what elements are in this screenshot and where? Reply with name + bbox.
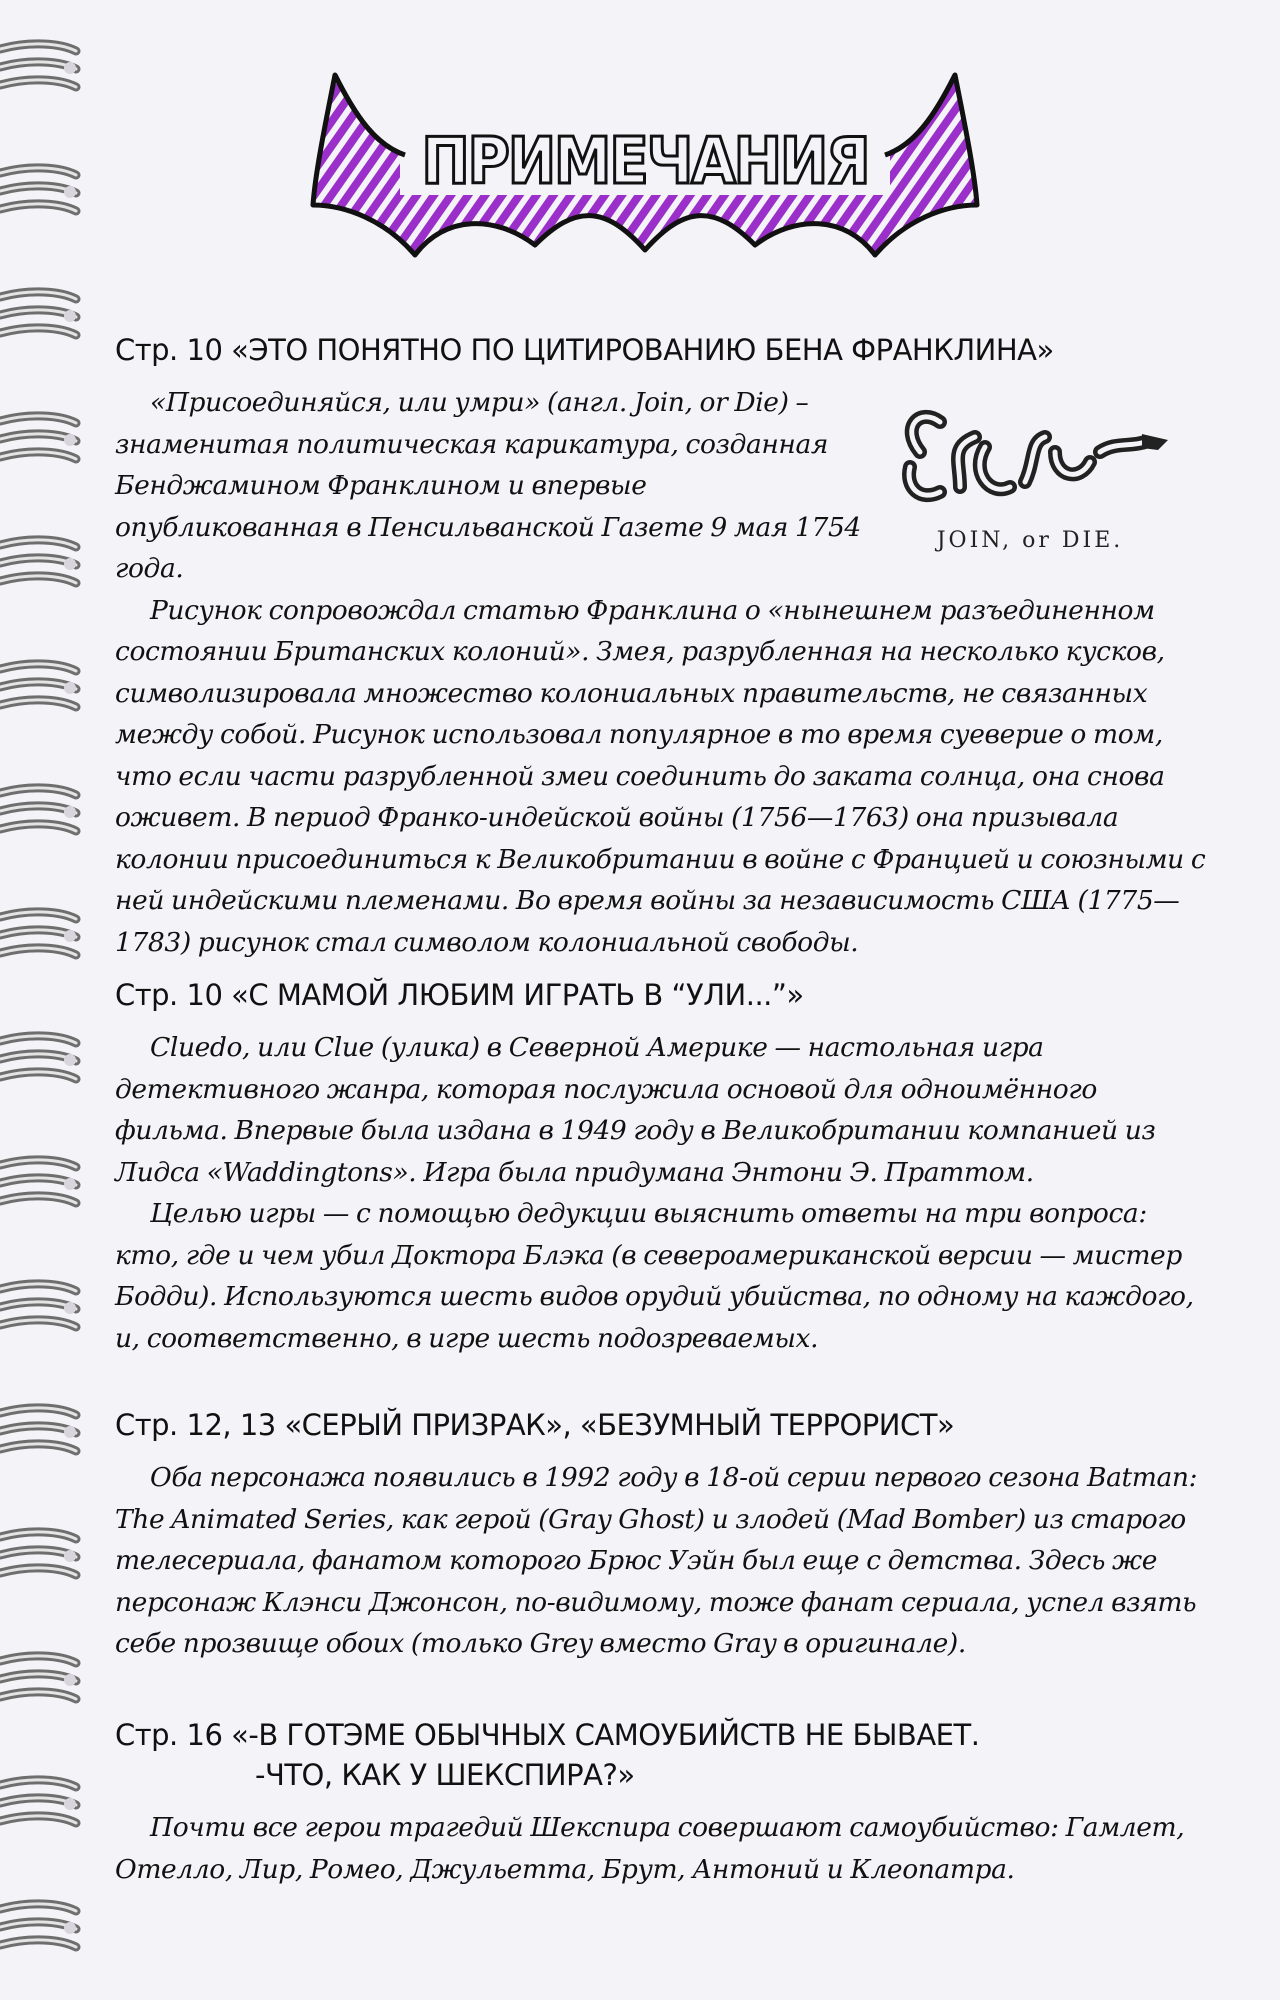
- spiral-ring: [0, 1523, 82, 1583]
- spiral-ring: [0, 35, 82, 95]
- spiral-ring: [0, 283, 82, 343]
- section-paragraph: Рисунок сопровождал статью Франклина о «нынешнем разъединенном состоянии Британских колоний». Змея, разрубленная на несколько кусков, символизировала множество колониальных правительств, не связанных между собой. Рисунок использовал популярное в то время суеверие о том, что если части разрубленной змеи соединить до заката солнца, она снова оживет. В период Франко-индейской войны (1756—1763) она призывала колонии присоединиться к Великобритании в войне с Францией и союзными с ней индейскими племенами. Во время войны за независимость США (1775—1783) рисунок стал символом колониальной свободы.: [115, 594, 1206, 958]
- illustration-caption: JOIN, or DIE.: [936, 528, 1124, 553]
- section-paragraph: Оба персонажа появились в 1992 году в 18-ой серии первого сезона Batman: The Animated Series, как герой (Gray Ghost) и злодей (Mad Bomber) из старого телесериала, фанатом которого Брюс Уэйн был еще с детства. Здесь же персонаж Клэнси Джонсон, по-видимому, тоже фанат сериала, успел взять себе прозвище обоих (только Grey вместо Gray в оригинале).: [115, 1462, 1198, 1659]
- spiral-ring: [0, 1275, 82, 1335]
- section-heading-line1: Стр. 16 «-В ГОТЭМЕ ОБЫЧНЫХ САМОУБИЙСТВ НЕ БЫВАЕТ.: [115, 1718, 980, 1752]
- section-heading: Стр. 12, 13 «СЕРЫЙ ПРИЗРАК», «БЕЗУМНЫЙ ТЕРРОРИСТ»: [115, 1408, 955, 1442]
- spiral-ring: [0, 1895, 82, 1955]
- section-paragraph: Cluedo, или Clue (улика) в Северной Америке — настольная игра детективного жанра, которая послужила основой для одноимённого фильма. Впервые была издана в 1949 году в Великобритании компанией из Лидса «Waddingtons». Игра была придумана Энтони Э. Праттом.: [115, 1032, 1156, 1188]
- note-section-shakespeare: [115, 1715, 1215, 1890]
- title-banner: [305, 55, 985, 285]
- section-heading-line2: -ЧТО, КАК У ШЕКСПИРА?»: [255, 1758, 635, 1792]
- note-section-franklin: [115, 330, 1215, 963]
- spiral-ring: [0, 1399, 82, 1459]
- spiral-ring: [0, 779, 82, 839]
- spiral-ring: [0, 1027, 82, 1087]
- spiral-ring: [0, 159, 82, 219]
- spiral-ring: [0, 1771, 82, 1831]
- spiral-ring: [0, 531, 82, 591]
- note-section-gray-ghost: [115, 1405, 1215, 1665]
- spiral-ring: [0, 655, 82, 715]
- spiral-ring: [0, 1151, 82, 1211]
- spiral-ring: [0, 407, 82, 467]
- section-heading: [115, 1715, 1215, 1795]
- section-heading: Стр. 10 «ЭТО ПОНЯТНО ПО ЦИТИРОВАНИЮ БЕНА ФРАНКЛИНА»: [115, 333, 1054, 367]
- spiral-ring: [0, 903, 82, 963]
- spiral-ring: [0, 1647, 82, 1707]
- section-heading: Стр. 10 «С МАМОЙ ЛЮБИМ ИГРАТЬ В “УЛИ...”»: [115, 978, 804, 1012]
- section-paragraph: Почти все герои трагедий Шекспира совершают самоубийство: Гамлет, Отелло, Лир, Ромео, Джульетта, Брут, Антоний и Клеопатра.: [115, 1812, 1185, 1885]
- banner-title: ПРИМЕЧАНИЯ: [421, 125, 869, 199]
- join-or-die-illustration: [880, 392, 1180, 557]
- snake-icon: [880, 392, 1180, 522]
- section-paragraph: «Присоединяйся, или умри» (англ. Join, or Die) – знаменитая политическая карикатура, созданная Бенджамином Франклином и впервые опубликованная в Пенсильванской Газете 9 мая 1754 года.: [115, 387, 861, 584]
- section-paragraph: Целью игры — с помощью дедукции выяснить ответы на три вопроса: кто, где и чем убил Доктора Блэка (в североамериканской версии — мистер Бодди). Используются шесть видов орудий убийства, по одному на каждого, и, соответственно, в игре шесть подозреваемых.: [115, 1198, 1194, 1354]
- note-section-cluedo: [115, 975, 1215, 1359]
